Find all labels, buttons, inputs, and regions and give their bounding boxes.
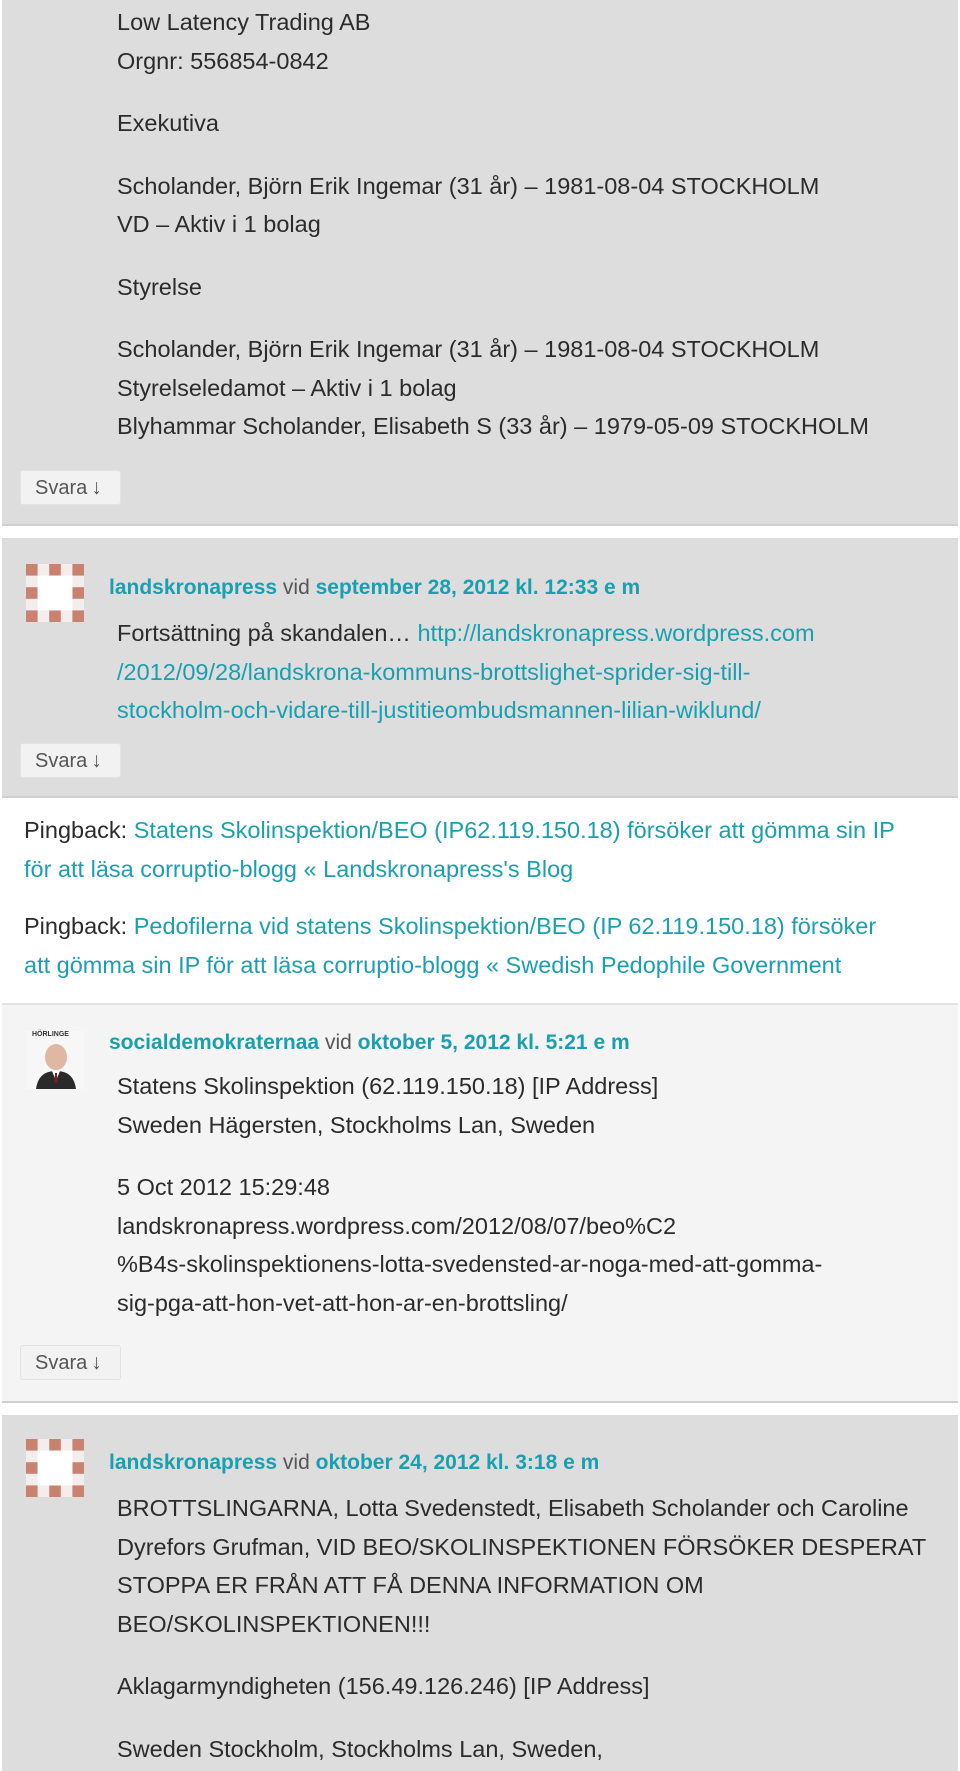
pingback-list <box>2 798 958 1003</box>
text-line-2: Dyrefors Grufman, VID BEO/SKOLINSPEKTIONEN FÖRSÖKER DESPERAT <box>117 1533 927 1560</box>
arrow-down-icon: ↓ <box>91 749 102 772</box>
ip-address-line: Statens Skolinspektion (62.119.150.18) [IP Address] <box>117 1073 659 1099</box>
date-link[interactable]: oktober 5, 2012 kl. 5:21 e m <box>357 1031 630 1054</box>
comment-1 <box>2 0 958 526</box>
identicon-icon <box>26 564 84 622</box>
comment-3 <box>2 1003 958 1403</box>
reply-button[interactable] <box>20 743 121 778</box>
board-person-2: Blyhammar Scholander, Elisabeth S (33 år) – 1979-05-09 STOCKHOLM <box>117 413 869 439</box>
comment-1-body <box>117 3 938 446</box>
reply-label: Svara <box>35 1352 88 1374</box>
date-link[interactable]: september 28, 2012 kl. 12:33 e m <box>315 576 641 599</box>
pingback-link-part-1[interactable]: Pedofilerna vid statens Skolinspektion/BEO (IP 62.119.150.18) försöker <box>133 913 877 939</box>
comment-3-body <box>117 1067 938 1322</box>
comment-4-body <box>117 1489 938 1768</box>
reply-button[interactable] <box>20 470 121 505</box>
author-link[interactable]: landskronapress <box>109 1451 278 1474</box>
article-link-part-1[interactable]: http://landskronapress.wordpress.com <box>417 620 815 646</box>
pingback-label: Pingback: <box>24 913 128 939</box>
url-line-1: landskronapress.wordpress.com/2012/08/07/beo%C2 <box>117 1212 677 1239</box>
text-line-4: BEO/SKOLINSPEKTIONEN!!! <box>117 1610 431 1637</box>
comment-text: Fortsättning på skandalen… <box>117 620 411 646</box>
reply-button[interactable] <box>20 1345 121 1380</box>
org-number: Orgnr: 556854-0842 <box>117 47 329 74</box>
location-line: Sweden Hägersten, Stockholms Lan, Sweden <box>117 1111 596 1138</box>
arrow-down-icon: ↓ <box>91 476 102 499</box>
section-styrelse: Styrelse <box>117 273 202 300</box>
author-link[interactable]: socialdemokraternaa <box>109 1031 320 1054</box>
pingback-link-part-1[interactable]: Statens Skolinspektion/BEO (IP62.119.150.18) försöker att gömma sin IP <box>133 817 895 843</box>
timestamp-line: 5 Oct 2012 15:29:48 <box>117 1174 330 1200</box>
reply-label: Svara <box>35 750 88 772</box>
board-role: Styrelseledamot – Aktiv i 1 bolag <box>117 374 457 401</box>
comment-2-meta <box>109 576 640 600</box>
reply-label: Svara <box>35 477 88 499</box>
article-link-part-2[interactable]: /2012/09/28/landskrona-kommuns-brottslighet-sprider-sig-till- <box>117 658 751 685</box>
identicon-icon <box>26 1439 84 1497</box>
pingback-2 <box>24 907 934 984</box>
url-line-2: %B4s-skolinspektionens-lotta-svedensted-ar-noga-med-att-gomma- <box>117 1251 823 1277</box>
identicon-avatar <box>26 1439 84 1497</box>
article-link-part-3[interactable]: stockholm-och-vidare-till-justitieombudsmannen-lilian-wiklund/ <box>117 697 761 723</box>
board-person-1: Scholander, Björn Erik Ingemar (31 år) – 1981-08-04 STOCKHOLM <box>117 336 820 362</box>
text-line-1: BROTTSLINGARNA, Lotta Svedenstedt, Elisabeth Scholander och Caroline <box>117 1495 909 1521</box>
vid-text: vid <box>324 1031 352 1054</box>
executive-role: VD – Aktiv i 1 bolag <box>117 211 321 237</box>
comment-4 <box>2 1415 958 1771</box>
pingback-label: Pingback: <box>24 817 128 843</box>
comment-2 <box>2 538 958 798</box>
executive-person: Scholander, Björn Erik Ingemar (31 år) – 1981-08-04 STOCKHOLM <box>117 172 820 199</box>
author-link[interactable]: landskronapress <box>109 576 278 599</box>
pingback-1 <box>24 811 934 888</box>
text-line-3: STOPPA ER FRÅN ATT FÅ DENNA INFORMATION OM <box>117 1572 704 1598</box>
pingback-link-part-2[interactable]: för att läsa corruptio-blogg « Landskronapress's Blog <box>24 855 574 882</box>
person-photo-icon <box>26 1031 84 1089</box>
vid-text: vid <box>282 1451 310 1474</box>
comment-4-meta <box>109 1451 599 1475</box>
section-exekutiva: Exekutiva <box>117 110 219 136</box>
comment-3-meta <box>109 1031 630 1055</box>
pingback-link-part-2[interactable]: att gömma sin IP för att läsa corruptio-blogg « Swedish Pedophile Government <box>24 951 842 978</box>
comment-2-body <box>117 614 938 730</box>
ip-address-line: Aklagarmyndigheten (156.49.126.246) [IP Address] <box>117 1673 650 1699</box>
date-link[interactable]: oktober 24, 2012 kl. 3:18 e m <box>315 1451 600 1474</box>
location-line: Sweden Stockholm, Stockholms Lan, Sweden, <box>117 1735 603 1762</box>
company-name: Low Latency Trading AB <box>117 9 371 35</box>
url-line-3: sig-pga-att-hon-vet-att-hon-ar-en-brottsling/ <box>117 1289 568 1316</box>
avatar-caption: HÖRLINGE <box>32 1031 69 1038</box>
user-photo-avatar <box>26 1031 84 1089</box>
identicon-avatar <box>26 564 84 622</box>
arrow-down-icon: ↓ <box>91 1351 102 1374</box>
vid-text: vid <box>282 576 310 599</box>
